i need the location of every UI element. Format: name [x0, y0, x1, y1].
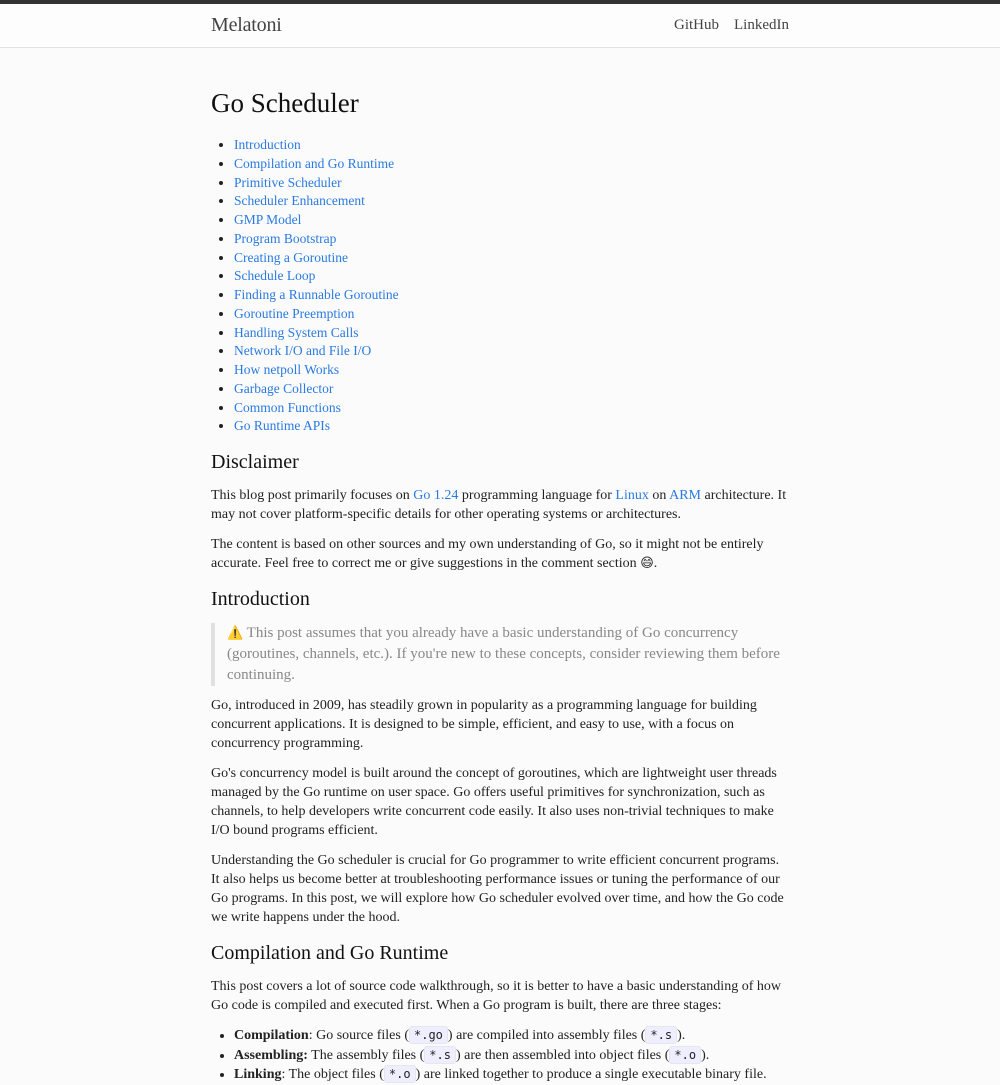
toc-item — [234, 361, 791, 380]
text: ) are then assembled into object files ( — [455, 1047, 670, 1063]
text: The object files ( — [285, 1067, 384, 1082]
text: ) are linked together to produce a single executable binary file. — [415, 1067, 767, 1082]
toc-link[interactable]: Handling System Calls — [234, 324, 359, 340]
prerequisite-note — [211, 623, 791, 686]
text: ). — [677, 1028, 686, 1043]
build-stages-list — [211, 1026, 791, 1085]
toc-link[interactable]: Go Runtime APIs — [234, 418, 331, 434]
toc-item — [234, 249, 791, 268]
toc-item — [234, 267, 791, 286]
toc-link[interactable]: GMP Model — [234, 212, 302, 227]
toc-link[interactable]: Goroutine Preemption — [234, 305, 355, 321]
toc-link[interactable]: Compilation and Go Runtime — [234, 155, 395, 171]
text: This blog post primarily focuses on — [211, 488, 414, 503]
site-header — [0, 4, 1000, 48]
go-version-link[interactable]: Go 1.24 — [413, 488, 459, 503]
disclaimer-paragraph-1 — [211, 486, 791, 524]
toc-link[interactable]: Creating a Goroutine — [234, 249, 348, 265]
list-item — [234, 1065, 791, 1085]
toc-item — [234, 380, 791, 399]
toc-link[interactable]: Program Bootstrap — [234, 230, 337, 246]
toc-link[interactable]: How netpoll Works — [234, 362, 340, 377]
toc-item — [234, 211, 791, 230]
toc-item — [234, 324, 791, 343]
inline-code: *.o — [669, 1046, 701, 1064]
nav-linkedin-link[interactable]: LinkedIn — [734, 17, 789, 33]
inline-code: *.s — [645, 1026, 677, 1044]
site-brand-link[interactable]: Melatoni — [211, 14, 282, 36]
arm-link[interactable]: ARM — [669, 488, 701, 503]
toc-item — [234, 155, 791, 174]
text: : — [308, 1028, 313, 1043]
toc-item — [234, 136, 791, 155]
toc-link[interactable]: Finding a Runnable Goroutine — [234, 287, 399, 302]
toc-item — [234, 305, 791, 324]
smile-emoji-icon: 😄 — [640, 556, 654, 571]
inline-code: *.go — [409, 1026, 448, 1044]
compilation-heading: Compilation and Go Runtime — [211, 942, 449, 964]
linux-link[interactable]: Linux — [615, 488, 649, 503]
text: : — [303, 1047, 308, 1063]
toc-link[interactable]: Network I/O and File I/O — [234, 343, 372, 359]
toc-item — [234, 230, 791, 249]
toc-item — [234, 192, 791, 211]
site-nav — [674, 17, 789, 34]
toc-link[interactable]: Scheduler Enhancement — [234, 193, 365, 209]
text: ). — [701, 1047, 710, 1063]
warning-icon: ⚠️ — [227, 626, 244, 641]
toc-link[interactable]: Introduction — [234, 137, 301, 152]
stage-label: Compilation — [234, 1028, 309, 1043]
text: : — [281, 1067, 286, 1082]
nav-github-link[interactable]: GitHub — [674, 17, 720, 33]
text: The content is based on other sources and my own understanding of Go, so it might not be entirely accurate. Feel free to correct me or give suggestions in the comment section — [211, 537, 764, 571]
text: . — [653, 556, 658, 571]
toc-item — [234, 174, 791, 193]
post-title: Go Scheduler — [211, 88, 359, 118]
toc-link[interactable]: Common Functions — [234, 399, 341, 415]
intro-paragraph-1: Go, introduced in 2009, has steadily grown in popularity as a programming language for building concurrent applications. It is designed to be simple, efficient, and easy to use, with a focus on concurrency programming. — [211, 698, 757, 751]
inline-code: *.s — [424, 1046, 456, 1064]
toc-item — [234, 399, 791, 418]
toc-link[interactable]: Primitive Scheduler — [234, 174, 342, 190]
text: Go source files ( — [312, 1028, 409, 1043]
toc-item — [234, 286, 791, 305]
disclaimer-paragraph-2 — [211, 535, 791, 573]
intro-paragraph-3: Understanding the Go scheduler is crucial for Go programmer to write efficient concurrent programs. It also helps us become better at troubleshooting performance issues or tuning the performance of our Go programs. In this post, we will explore how Go scheduler evolved over time, and how the Go code we write happens under the hood. — [211, 853, 784, 925]
introduction-heading: Introduction — [211, 588, 310, 610]
disclaimer-heading: Disclaimer — [211, 451, 299, 473]
stage-label: Linking — [234, 1067, 282, 1082]
toc-item — [234, 417, 791, 436]
text: programming language for — [458, 488, 616, 503]
intro-paragraph-2: Go's concurrency model is built around the concept of goroutines, which are lightweight user threads managed by the Go runtime on user space. Go offers useful primitives for synchronization, such as channels, to help developers write concurrent code easily. It also uses non-trivial techniques to make I/O bound programs efficient. — [211, 766, 777, 838]
list-item — [234, 1046, 791, 1066]
list-item — [234, 1026, 791, 1046]
toc-link[interactable]: Garbage Collector — [234, 380, 334, 396]
table-of-contents — [211, 136, 791, 436]
note-text: This post assumes that you already have a basic understanding of Go concurrency (goroutines, channels, etc.). If you're new to these concepts, consider reviewing them before continuing. — [227, 625, 780, 683]
post-content — [211, 84, 791, 1085]
compilation-paragraph: This post covers a lot of source code walkthrough, so it is better to have a basic understanding of how Go code is compiled and executed first. When a Go program is built, there are three stages: — [211, 979, 781, 1013]
inline-code: *.o — [384, 1065, 416, 1083]
text: on — [648, 488, 670, 503]
text: The assembly files ( — [307, 1047, 425, 1063]
toc-item — [234, 342, 791, 361]
text: architecture. It may not cover platform-specific details for other operating systems or architectures. — [211, 488, 787, 522]
text: ) are compiled into assembly files ( — [447, 1028, 646, 1043]
toc-link[interactable]: Schedule Loop — [234, 268, 316, 284]
stage-label: Assembling — [234, 1047, 304, 1063]
